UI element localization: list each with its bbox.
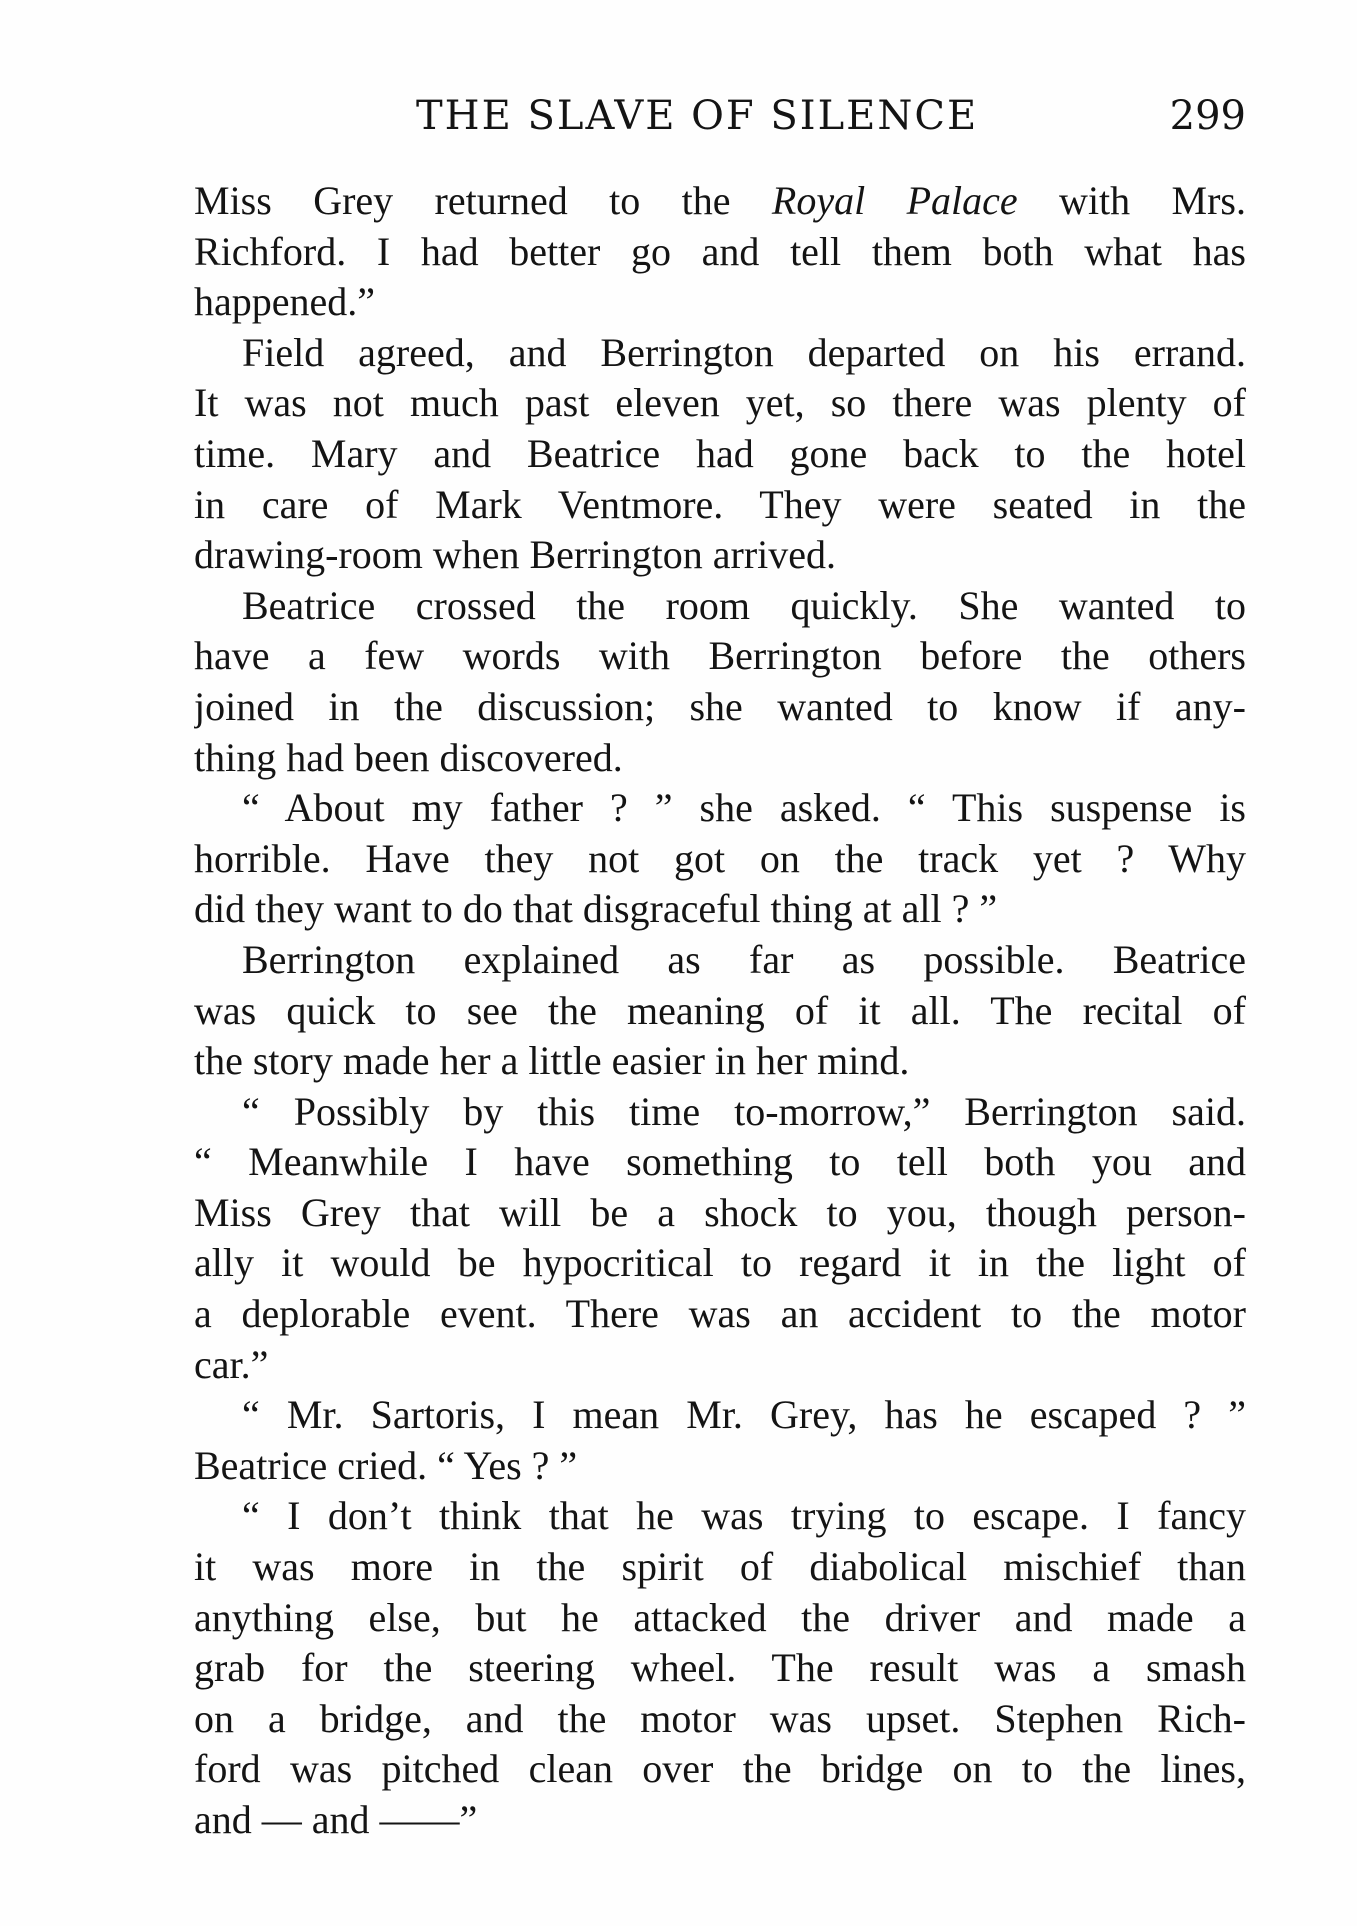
text-line: anything else, but he attacked the driver and made a <box>194 1594 1246 1640</box>
text-line: a deplorable event. There was an accident to the motor <box>194 1291 1246 1337</box>
text-line: and — and ——” <box>194 1797 478 1842</box>
text-line: ally it would be hypocritical to regard it in the light of <box>194 1240 1246 1286</box>
text-line: horrible. Have they not got on the track yet ? Why <box>194 835 1246 881</box>
paragraph <box>194 1087 1246 1391</box>
running-title: THE SLAVE OF SILENCE <box>416 93 979 139</box>
text-line: Richford. I had better go and tell them both what has <box>194 228 1246 274</box>
text-line: happened.” <box>194 279 376 325</box>
text-line: “ About my father ? ” she asked. “ This suspense is <box>242 785 1246 831</box>
text-line: ford was pitched clean over the bridge on to the lines, <box>194 1746 1246 1792</box>
italic-title: Royal Palace <box>771 178 1018 223</box>
running-head <box>196 90 1246 142</box>
text-line: “ Meanwhile I have something to tell both you and <box>194 1139 1246 1185</box>
text-line: Berrington explained as far as possible. Beatrice <box>242 936 1246 982</box>
body-text <box>194 176 1246 1846</box>
text-line: on a bridge, and the motor was upset. Stephen Rich- <box>194 1695 1246 1741</box>
text-line: Beatrice cried. “ Yes ? ” <box>194 1442 578 1488</box>
text-line: It was not much past eleven yet, so there was plenty of <box>194 380 1246 426</box>
text-line: grab for the steering wheel. The result was a smash <box>194 1645 1246 1691</box>
text-line: the story made her a little easier in her mind. <box>194 1038 910 1084</box>
paragraph <box>194 581 1246 783</box>
paragraph <box>194 176 1246 328</box>
text-line: have a few words with Berrington before the others <box>194 633 1246 679</box>
text-line: “ Mr. Sartoris, I mean Mr. Grey, has he escaped ? ” <box>242 1392 1246 1438</box>
text-line: in care of Mark Ventmore. They were seated in the <box>194 481 1246 527</box>
text-line: thing had been discovered. <box>194 734 623 780</box>
paragraph <box>194 935 1246 1087</box>
text-line: did they want to do that disgraceful thing at all ? ” <box>194 886 998 932</box>
text-line: “ Possibly by this time to-morrow,” Berrington said. <box>242 1088 1246 1134</box>
text-line: “ I don’t think that he was trying to escape. I fancy <box>242 1493 1246 1539</box>
text-line: Beatrice crossed the room quickly. She wanted to <box>242 582 1246 628</box>
text-line: joined in the discussion; she wanted to know if any- <box>194 683 1246 729</box>
text-line: Miss Grey returned to the Royal Palace with Mrs. <box>194 178 1246 223</box>
paragraph <box>194 783 1246 935</box>
paragraph <box>194 328 1246 581</box>
text-line: car.” <box>194 1341 269 1387</box>
text-line: drawing-room when Berrington arrived. <box>194 532 837 578</box>
text-line: time. Mary and Beatrice had gone back to the hotel <box>194 430 1246 476</box>
page-number: 299 <box>1169 93 1246 139</box>
paragraph <box>194 1390 1246 1491</box>
text-line: Field agreed, and Berrington departed on his errand. <box>242 329 1246 375</box>
text-line: it was more in the spirit of diabolical mischief than <box>194 1544 1246 1590</box>
paragraph <box>194 1491 1246 1845</box>
text-line: was quick to see the meaning of it all. The recital of <box>194 987 1246 1033</box>
text-line: Miss Grey that will be a shock to you, though person- <box>194 1189 1246 1235</box>
